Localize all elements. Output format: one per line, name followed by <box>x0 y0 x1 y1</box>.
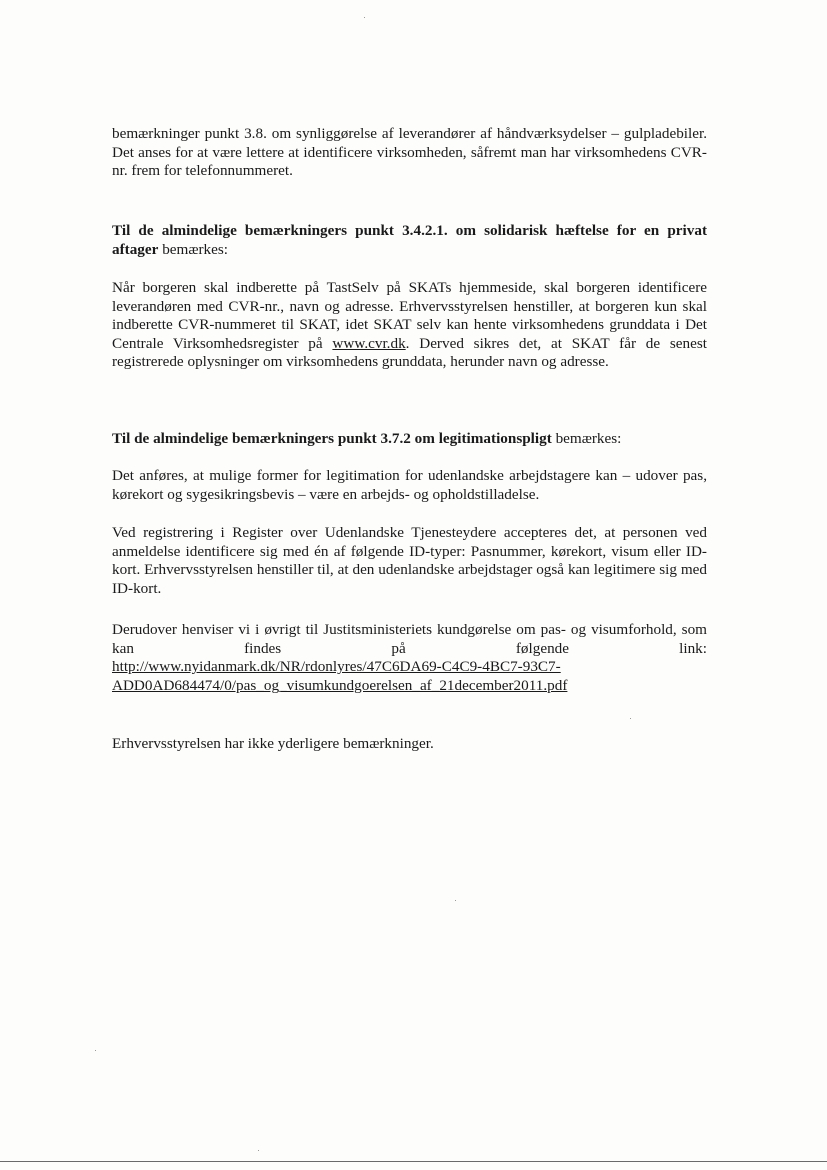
cvr-link[interactable]: www.cvr.dk <box>332 334 406 352</box>
paragraph-text: bemærkninger punkt 3.8. om synliggørelse af leverandører af håndværksydelser – gulpladebiler. Det anses for at være lettere at identificere virksomheden, såfremt man har virksomhedens CVR-nr. frem for telefonnummeret. <box>112 125 707 180</box>
scan-speck <box>630 718 631 719</box>
scan-speck <box>95 1050 96 1051</box>
paragraph-text: Derudover henviser vi i øvrigt til Justitsministeriets kundgørelse om pas- og visumforhold, som kan findes på følgende link: <box>112 621 707 657</box>
paragraph-synliggoerelse <box>112 125 707 181</box>
paragraph-text: Ved registrering i Register over Udenlandske Tjenesteydere accepteres det, at personen ved anmeldelse identificere sig med én af følgende ID-typer: Pasnummer, kørekort, visum eller ID-kort. Erhvervsstyrelsen henstiller til, at den udenlandske arbejdstager også kan legitimere sig med ID-kort. <box>112 524 707 597</box>
heading-solidarisk-haeftelse <box>112 222 707 259</box>
kundgoerelse-link-line-1[interactable]: http://www.nyidanmark.dk/NR/rdonlyres/47C6DA69-C4C9-4BC7-93C7- <box>112 658 561 676</box>
paragraph-legitimation-former <box>112 467 707 504</box>
paragraph-text-continued: . Derved sikres det, at SKAT får de senest registrerede oplysninger om virksomhedens grunddata, herunder navn og adresse. <box>112 334 707 371</box>
paragraph-text: Erhvervsstyrelsen har ikke yderligere bemærkninger. <box>112 735 434 752</box>
heading-rest-text: bemærkes: <box>158 240 228 258</box>
paragraph-registrering <box>112 524 707 598</box>
heading-bold-text: Til de almindelige bemærkningers punkt 3.7.2 om legitimationspligt <box>112 430 552 447</box>
scan-speck <box>364 17 365 18</box>
paragraph-kundgoerelse <box>112 621 707 695</box>
scan-speck <box>258 1150 259 1151</box>
kundgoerelse-link-line-2[interactable]: ADD0AD684474/0/pas_og_visumkundgoerelsen_af_21december2011.pdf <box>112 676 568 694</box>
paragraph-text: Når borgeren skal indberette på TastSelv på SKATs hjemmeside, skal borgeren identificere leverandøren med CVR-nr., navn og adresse. Erhvervsstyrelsen henstiller, at borgeren kun skal indberette CVR-nummeret til SKAT, idet SKAT selv kan hente virksomhedens grunddata i Det Centrale Virksomhedsregister på <box>112 279 707 352</box>
page-bottom-edge <box>0 1161 827 1162</box>
heading-bold-text: Til de almindelige bemærkningers punkt 3.4.2.1. om solidarisk hæftelse for en privat aftager <box>112 222 707 258</box>
paragraph-closing <box>112 735 707 754</box>
scan-speck <box>455 900 456 901</box>
heading-legitimationspligt <box>112 430 707 449</box>
paragraph-text: Det anføres, at mulige former for legitimation for udenlandske arbejdstagere kan – udover pas, kørekort og sygesikringsbevis – være en arbejds- og opholdstilladelse. <box>112 467 707 503</box>
heading-rest-text: bemærkes: <box>551 430 622 447</box>
paragraph-tastselv <box>112 279 707 372</box>
